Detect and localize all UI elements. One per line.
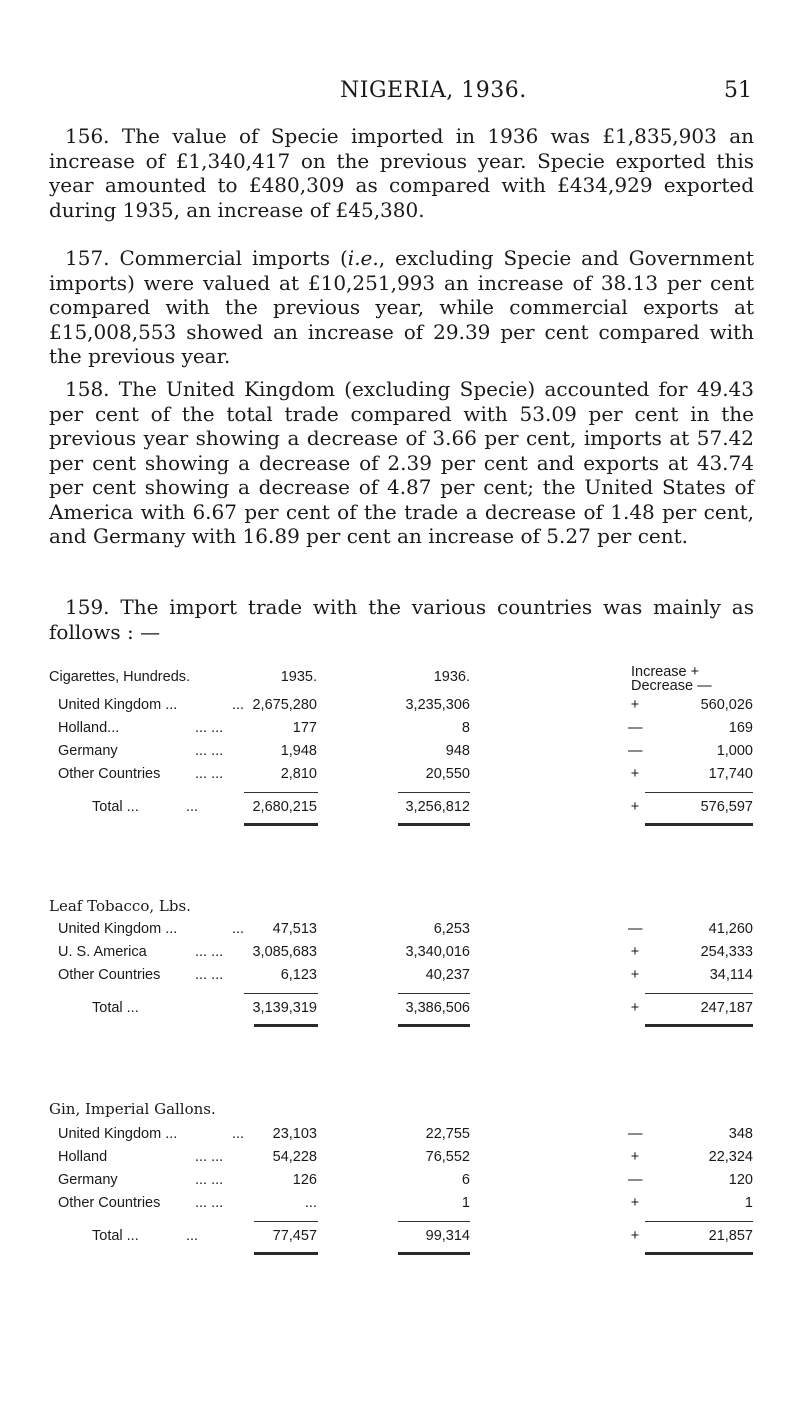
paragraph-text: , excluding Specie and Government imports) were valued at £10,251,993 an increase of 38.13 per cent compared with the previous year, while commercial exports at £15,008,553 showed an increase of 29.39 per cent compared with the previous year. (49, 246, 755, 368)
table-header-row (0, 1100, 800, 1120)
total-1936: 3,386,506 (405, 1000, 470, 1016)
total-rule (398, 1024, 470, 1027)
paragraph-text: The import trade with the various countries was mainly as follows : — (49, 595, 754, 644)
table-title: Cigarettes, Hundreds. (49, 669, 191, 685)
column-header-1936: 1936. (433, 669, 470, 685)
row-label: Germany (58, 1172, 118, 1188)
total-change: 247,187 (700, 1000, 753, 1016)
change-sign: — (628, 720, 643, 736)
value-1936: 40,237 (425, 967, 470, 983)
total-rule (244, 823, 318, 826)
table-total-row (0, 1228, 800, 1248)
row-leader: ... ... (195, 1195, 224, 1211)
row-label: United Kingdom ... (58, 697, 178, 713)
running-title: NIGERIA, 1936. (340, 78, 527, 103)
change-value: 120 (728, 1172, 753, 1188)
change-value: 17,740 (708, 766, 753, 782)
value-1936: 8 (461, 720, 470, 736)
subtotal-rule (244, 792, 318, 793)
value-1936: 1 (461, 1195, 470, 1211)
row-label: U. S. America (58, 944, 147, 960)
value-1935: 126 (292, 1172, 317, 1188)
total-rule (645, 823, 753, 826)
total-1935: 2,680,215 (252, 799, 317, 815)
row-label: Other Countries (58, 766, 161, 782)
table-total-row (0, 799, 800, 819)
change-value: 1 (744, 1195, 753, 1211)
table-row (0, 921, 800, 941)
table-title: Gin, Imperial Gallons. (49, 1100, 216, 1118)
row-leader: ... (232, 1126, 245, 1142)
total-rule (645, 1252, 753, 1255)
paragraph-159 (49, 595, 754, 644)
table-row (0, 1149, 800, 1169)
paragraph-text: The United Kingdom (excluding Specie) accounted for 49.43 per cent of the total trade compared with 53.09 per cent in the previous year showing a decrease of 3.66 per cent, imports at 57.42 per cent showing a decrease of 2.39 per cent and exports at 43.74 per cent showing a decrease of 4.87 per cent; the United States of America with 6.67 per cent of the trade a decrease of 1.48 per cent, and Germany with 16.89 per cent an increase of 5.27 per cent. (49, 377, 754, 548)
change-sign: + (630, 1000, 640, 1016)
row-label: United Kingdom ... (58, 1126, 178, 1142)
value-1936: 20,550 (425, 766, 470, 782)
change-sign: + (630, 697, 640, 713)
row-label: Germany (58, 743, 118, 759)
table-header-row (0, 664, 800, 694)
page-number: 51 (724, 78, 752, 103)
change-sign: + (630, 766, 640, 782)
change-sign: + (630, 944, 640, 960)
change-value: 1,000 (716, 743, 753, 759)
value-1935: 1,948 (280, 743, 317, 759)
change-value: 348 (728, 1126, 753, 1142)
column-header-change (631, 665, 712, 693)
change-sign: — (628, 1172, 643, 1188)
change-sign: + (630, 1149, 640, 1165)
paragraph-157 (49, 246, 754, 369)
increase-label: Increase + (631, 664, 700, 680)
row-label: Holland (58, 1149, 108, 1165)
change-sign: — (628, 1126, 643, 1142)
value-1935: 2,675,280 (252, 697, 317, 713)
row-label: Holland... (58, 720, 120, 736)
paragraph-number: 159. (65, 595, 110, 619)
column-header-1935: 1935. (280, 669, 317, 685)
value-1935: 6,123 (280, 967, 317, 983)
total-1935: 3,139,319 (252, 1000, 317, 1016)
change-value: 34,114 (709, 967, 753, 983)
change-sign: + (630, 1195, 640, 1211)
paragraph-text: Commercial imports ( (119, 246, 348, 270)
change-value: 254,333 (700, 944, 753, 960)
page-header (0, 78, 800, 108)
row-leader: ... ... (195, 1172, 224, 1188)
change-sign: + (630, 1228, 640, 1244)
row-leader: ... (232, 921, 245, 937)
value-1935: 54,228 (272, 1149, 317, 1165)
subtotal-rule (398, 993, 470, 994)
subtotal-rule (645, 1221, 753, 1222)
paragraph-number: 156. (65, 124, 110, 148)
change-value: 22,324 (708, 1149, 753, 1165)
change-value: 560,026 (700, 697, 753, 713)
total-1935: 77,457 (272, 1228, 317, 1244)
value-1936: 3,235,306 (405, 697, 470, 713)
value-1935: 177 (292, 720, 317, 736)
subtotal-rule (398, 792, 470, 793)
total-change: 21,857 (708, 1228, 753, 1244)
subtotal-rule (244, 993, 318, 994)
row-leader: ... (232, 697, 245, 713)
total-label: Total ... (92, 1228, 139, 1244)
table-title: Leaf Tobacco, Lbs. (49, 897, 191, 915)
table-row (0, 720, 800, 740)
value-1936: 22,755 (425, 1126, 470, 1142)
total-rule (398, 1252, 470, 1255)
value-1935: ... (304, 1195, 317, 1211)
value-1935: 23,103 (272, 1126, 317, 1142)
row-label: United Kingdom ... (58, 921, 178, 937)
total-rule (254, 1252, 318, 1255)
total-change: 576,597 (700, 799, 753, 815)
decrease-label: Decrease — (631, 678, 712, 694)
row-label: Other Countries (58, 1195, 161, 1211)
subtotal-rule (398, 1221, 470, 1222)
subtotal-rule (645, 792, 753, 793)
total-1936: 3,256,812 (405, 799, 470, 815)
row-leader: ... (186, 1228, 199, 1244)
table-row (0, 766, 800, 786)
row-leader: ... ... (195, 743, 224, 759)
total-label: Total ... (92, 799, 139, 815)
change-value: 41,260 (708, 921, 753, 937)
subtotal-rule (254, 1221, 318, 1222)
paragraph-text: The value of Specie imported in 1936 was £1,835,903 an increase of £1,340,417 on the previous year. Specie exported this year amounted to £480,309 as compared with £434,929 exported during 1935, an increase of £45,380. (49, 124, 755, 222)
value-1935: 3,085,683 (252, 944, 317, 960)
row-leader: ... ... (195, 720, 224, 736)
row-leader: ... ... (195, 766, 224, 782)
paragraph-156 (49, 124, 754, 222)
table-total-row (0, 1000, 800, 1020)
total-rule (254, 1024, 318, 1027)
total-1936: 99,314 (425, 1228, 470, 1244)
paragraph-number: 158. (65, 377, 110, 401)
value-1936: 3,340,016 (405, 944, 470, 960)
value-1935: 2,810 (280, 766, 317, 782)
row-leader: ... ... (195, 967, 224, 983)
row-leader: ... (186, 799, 199, 815)
row-leader: ... ... (195, 1149, 224, 1165)
change-sign: + (630, 967, 640, 983)
value-1936: 948 (445, 743, 470, 759)
change-sign: — (628, 921, 643, 937)
table-row (0, 697, 800, 717)
value-1936: 6 (461, 1172, 470, 1188)
total-label: Total ... (92, 1000, 139, 1016)
table-row (0, 1172, 800, 1192)
total-rule (645, 1024, 753, 1027)
table-row (0, 1126, 800, 1146)
row-label: Other Countries (58, 967, 161, 983)
subtotal-rule (645, 993, 753, 994)
table-row (0, 967, 800, 987)
value-1935: 47,513 (272, 921, 317, 937)
table-row (0, 1195, 800, 1215)
change-value: 169 (728, 720, 753, 736)
value-1936: 76,552 (425, 1149, 470, 1165)
paragraph-italic: i.e. (347, 246, 379, 270)
table-header-row (0, 897, 800, 917)
table-row (0, 743, 800, 763)
change-sign: — (628, 743, 643, 759)
paragraph-158 (49, 377, 754, 549)
row-leader: ... ... (195, 944, 224, 960)
paragraph-number: 157. (65, 246, 110, 270)
change-sign: + (630, 799, 640, 815)
total-rule (398, 823, 470, 826)
table-row (0, 944, 800, 964)
value-1936: 6,253 (433, 921, 470, 937)
